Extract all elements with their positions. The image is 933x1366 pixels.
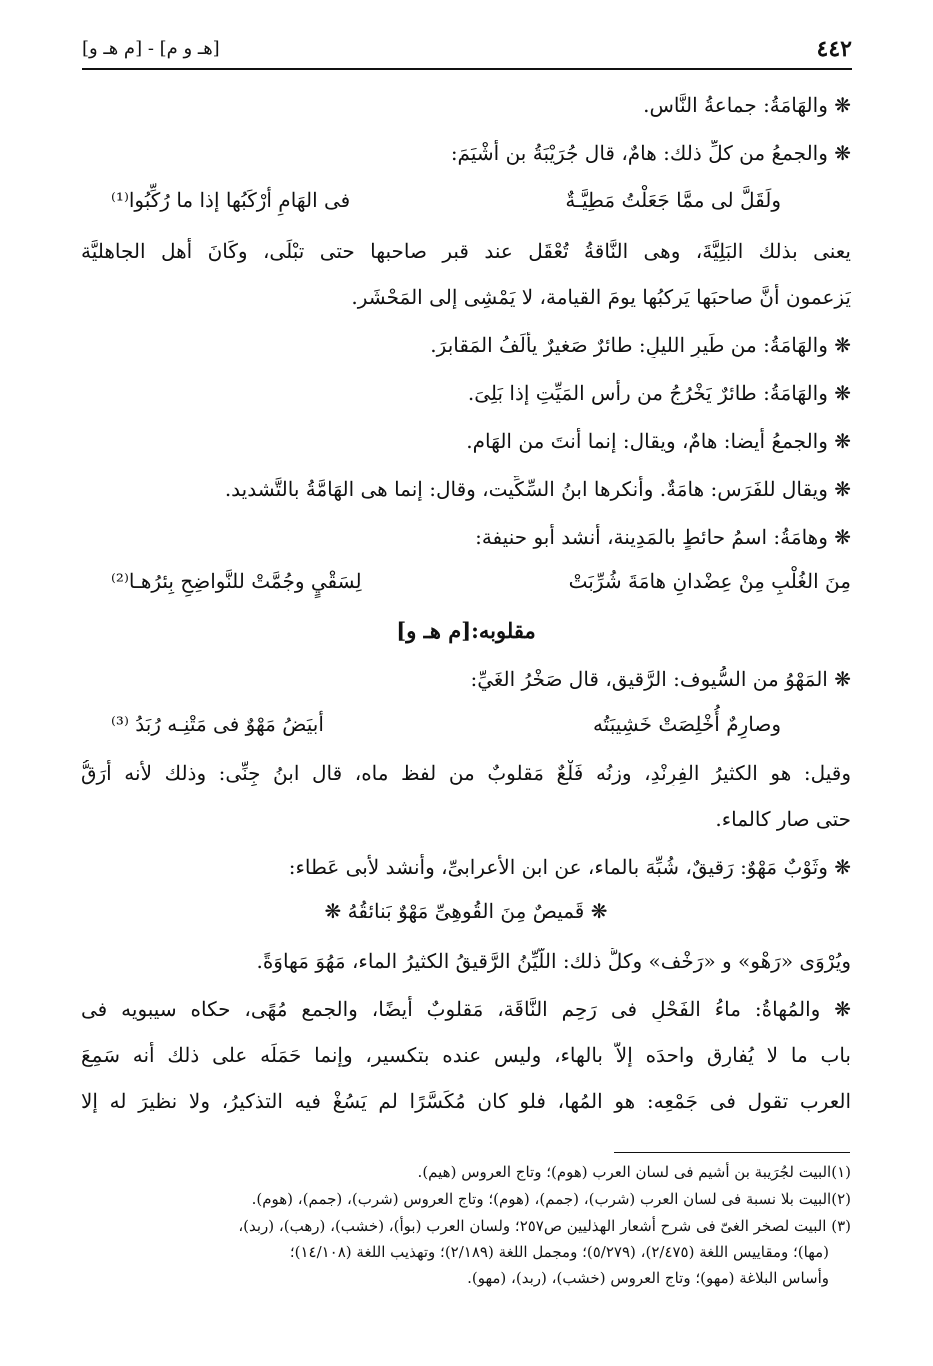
- star-icon: ❋: [834, 333, 851, 357]
- verse-hemistich-left: فى الهَامِ أرْكَبُها إذا ما رُكِّبُوا⁽¹⁾: [111, 188, 351, 212]
- entry-line: ❋ ويقال للفَرَسِ: هامَةٌ. وأنكرها ابنُ السِّكِّيت، وقال: إنما هى الهَامَّةُ بالتَّشديد.: [224, 477, 851, 501]
- star-icon: ❋: [834, 997, 851, 1021]
- text-line: يَزعمون أنَّ صاحبَها يَركبُها يومَ القيامة، لا يَمْشِى إلى المَحْشَر.: [351, 285, 851, 309]
- verse-1: [81, 187, 851, 217]
- entry-line: ❋ والمُهاةُ: ماءُ الفَحْلِ فى رَحِمِ النَّاقَة، مَقلوبٌ أيضًا، والجمع مُهًى، حكاه سيبويه فى: [81, 997, 851, 1021]
- entry-line: ❋ والجمعُ أيضا: هامٌ، ويقال: إنما أنتَ من الهَامِ.: [466, 429, 851, 453]
- text-line: وقيل: هو الكثيرُ الفِرِنْدِ، وزنُه فَلْعٌ مَقلوبٌ من لفظ ماه، قال ابنُ جِنِّى: وذلك لأنه أرَقُّ: [81, 761, 851, 785]
- star-icon: ❋: [834, 477, 851, 501]
- entry-line: ❋ والجمعُ من كلِّ ذلك: هامٌ، قال جُرَيْبَةُ بن أشْيَمَ:: [450, 141, 851, 165]
- star-icon: ❋: [834, 855, 851, 879]
- entry-line: ❋ والهَامَةُ: طائرٌ يَخْرُجُ من رأسِ المَيِّتِ إذا بَلِىَ.: [467, 381, 851, 405]
- footnote-3: (٣) البيت لصخر الغىّ فى شرح أشعار الهذليين ص٢٥٧؛ ولسان العرب (بوأ)، (خشب)، (رهب)، (ربد)،: [238, 1217, 851, 1235]
- page-number: ٤٤٢: [816, 36, 852, 62]
- text-line: ويُرْوَى «رَهْو» و «رَخْف» وكلُّ ذلك: اللَّيِّنُ الرَّقيقُ الكثيرُ الماء، مَهُوَ مَهاوَةً.: [256, 949, 851, 973]
- entry-line: ❋ والهَامَةُ: من طَيرِ الليلِ: طائرٌ صَغيرٌ يألَفُ المَقابرَ.: [430, 333, 851, 357]
- entry-line: ❋ المَهْوُ من السُّيوف: الرَّقيق، قال صَخْرُ الغَيِّ:: [470, 667, 851, 691]
- verse-2: [81, 568, 851, 598]
- entry-line: ❋ والهَامَةُ: جماعةُ النَّاسِ.: [643, 93, 851, 117]
- verse-hemistich-right: مِنَ الغُلْبِ مِنْ عِضْدانِ هامَةَ شُرِّبَتْ: [568, 569, 851, 593]
- text-line: حتى صار كالماء.: [715, 807, 851, 831]
- section-heading: مقلوبه:[م هـ و]: [396, 618, 536, 643]
- verse-hemistich-right: ولَقَلَّ لى ممَّا جَعَلْتُ مَطِيَّـةٌ: [565, 188, 781, 212]
- verse-hemistich-right: وصارِمٌ أُخْلِصَتْ خَشِيبَتُه: [592, 712, 781, 736]
- text-line: باب ما لا يُفارِق واحدَه إلاَّ بالهاء، وليس عنده بتكسير، وإنما حَمَلَه على ذلك أنه سَمِعَ: [81, 1043, 851, 1067]
- entry-line: ❋ وهامَةُ: اسمُ حائطٍ بالمَدِينة، أنشد أبو حنيفة:: [475, 525, 851, 549]
- verse-hemistich-left: لِسَقْيٍ وجُمَّتْ للنَّواضِحِ بِئرُهـا⁽²⁾: [111, 569, 362, 593]
- star-icon: ❋: [834, 141, 851, 165]
- entry-line: ❋ وثَوْبٌ مَهْوٌ: رَقيقٌ، شُبِّهَ بالماء، عن ابن الأعرابىِّ، وأنشد لأبى عَطاء:: [288, 855, 851, 879]
- footnote-3-cont: وأساس البلاغة (مهو)؛ وتاج العروس (خشب)، (ربد)، (مهو).: [467, 1269, 829, 1287]
- text-line: العرب تقول فى جَمْعِه: هو المُها، فلو كان مُكَسَّرًا لم يَسُغْ فيه التذكيرُ، ولا نظيرَ له إلا: [81, 1089, 851, 1113]
- star-icon: ❋: [834, 667, 851, 691]
- footnote-1: (١)البيت لجُرَيبة بن أشيم فى لسان العرب (هوم)؛ وتاج العروس (هيم).: [417, 1163, 851, 1181]
- star-icon: ❋: [834, 381, 851, 405]
- footnote-2: (٢)البيت بلا نسبة فى لسان العرب (شرب)، (جمم)، (هوم)؛ وتاج العروس (شرب)، (جمم)، (هوم).: [251, 1190, 851, 1208]
- star-icon: ❋: [834, 525, 851, 549]
- verse-3: [81, 711, 851, 741]
- running-head: [هـ و م] - [م هـ و]: [82, 38, 220, 59]
- footnote-3-cont: (مها)؛ ومقاييس اللغة (٢/٤٧٥)، (٥/٢٧٩)؛ ومجمل اللغة (٢/١٨٩)؛ وتهذيب اللغة (١٤/١٠٨)؛: [289, 1243, 829, 1261]
- verse-hemistich-left: أبيَضُ مَهْوٌ فى مَتْنِـه رُبَدُ ⁽³⁾: [111, 712, 324, 736]
- text-line: يعنى بذلك البَلِيَّةَ، وهى النَّاقةُ تُعْقَل عند قبر صاحبها حتى تبْلَى، وكَانَ أهل الجاهليَّة: [81, 239, 851, 263]
- star-icon: ❋: [834, 93, 851, 117]
- star-icon: ❋: [590, 899, 608, 923]
- footnote-divider: [614, 1152, 850, 1153]
- verse-quote: ❋ قَميصٌ مِنَ القُوهِىِّ مَهْوٌ بَنائقُهُ ❋: [324, 899, 608, 923]
- star-icon: ❋: [834, 429, 851, 453]
- star-icon: ❋: [324, 899, 342, 923]
- page-header: [82, 34, 852, 70]
